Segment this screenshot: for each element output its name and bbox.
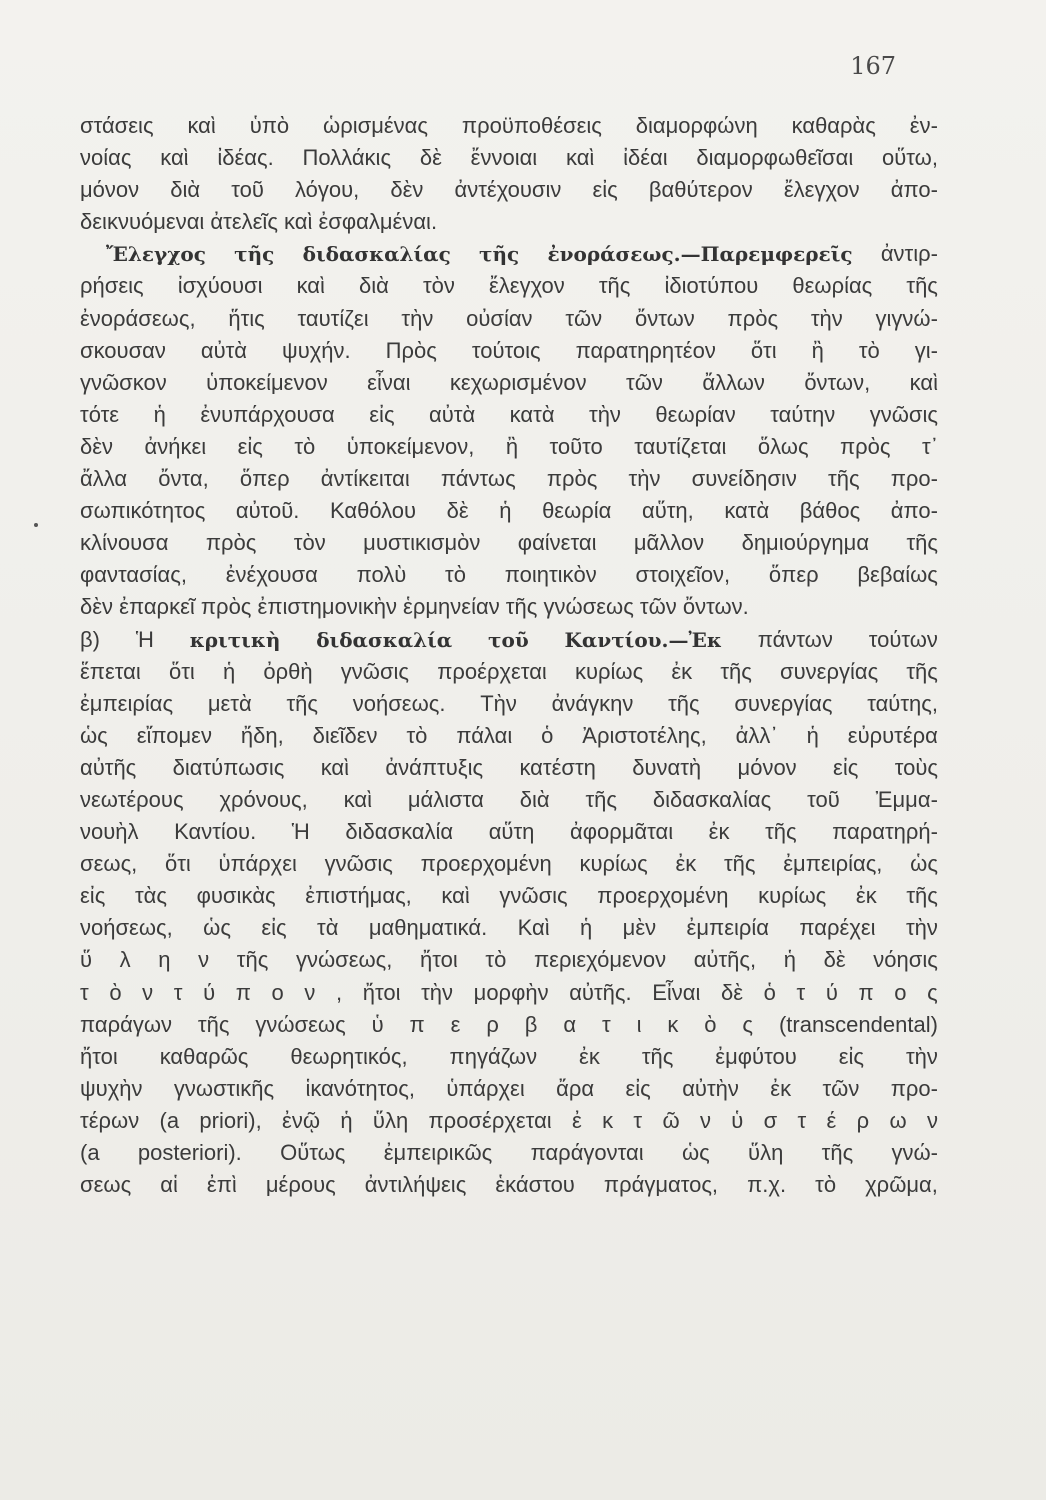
text-line: ἕπεται ὅτι ἡ ὀρθὴ γνῶσις προέρχεται κυρίως ἐκ τῆς συνεργίας τῆς — [80, 658, 938, 684]
text-line: νεωτέρους χρόνους, καὶ μάλιστα διὰ τῆς διδασκαλίας τοῦ Ἐμμα- — [80, 786, 938, 812]
text-line: ψυχὴν γνωστικῆς ἱκανότητος, ὑπάρχει ἄρα εἰς αὐτὴν ἐκ τῶν προ- — [80, 1075, 938, 1101]
text-line: σεως, ὅτι ὑπάρχει γνῶσις προερχομένη κυρίως ἐκ τῆς ἐμπειρίας, ὡς — [80, 851, 938, 877]
text-line: σεως αἱ ἐπὶ μέρους ἀντιλήψεις ἑκάστου πράγματος, π.χ. τὸ χρῶμα, — [80, 1172, 938, 1198]
text-line: σκουσαν αὐτὰ ψυχήν. Πρὸς τούτοις παρατηρητέον ὅτι ἢ τὸ γι- — [80, 337, 938, 363]
text-line: τ ὸ ν τ ύ π ο ν , ἤτοι τὴν μορφὴν αὐτῆς. Εἶναι δὲ ὁ τ ύ π ο ς — [80, 979, 938, 1005]
text-line: ρήσεις ἰσχύουσι καὶ διὰ τὸν ἔλεγχον τῆς ἰδιοτύπου θεωρίας τῆς — [80, 273, 938, 299]
text-line: ἤτοι καθαρῶς θεωρητικός, πηγάζων ἐκ τῆς ἐμφύτου εἰς τὴν — [80, 1043, 938, 1069]
text-line: νοίας καὶ ἰδέας. Πολλάκις δὲ ἔννοιαι καὶ ἰδέαι διαμορφωθεῖσαι οὕτω, — [80, 145, 938, 171]
text-line: στάσεις καὶ ὑπὸ ὡρισμένας προϋποθέσεις διαμορφώνη καθαρὰς ἐν- — [80, 113, 938, 138]
text-line: τέρων (a priori), ἐνῷ ἡ ὕλη προσέρχεται ἐ κ τ ῶ ν ὑ σ τ έ ρ ω ν — [80, 1107, 938, 1133]
text-line: κλίνουσα πρὸς τὸν μυστικισμὸν φαίνεται μᾶλλον δημιούργημα τῆς — [80, 530, 938, 556]
text-line: ὕ λ η ν τῆς γνώσεως, ἤτοι τὸ περιεχόμενον αὐτῆς, ἡ δὲ νόησις — [80, 947, 938, 973]
text-line: (a posteriori). Οὕτως ἐμπειρικῶς παράγονται ὡς ὕλη τῆς γνώ- — [80, 1140, 938, 1165]
text-line: γνῶσκον ὑποκείμενον εἶναι κεχωρισμένον τῶν ἄλλων ὄντων, καὶ — [80, 369, 938, 395]
text-line: αὐτῆς διατύπωσις καὶ ἀνάπτυξις κατέστη δυνατὴ μόνον εἰς τοὺς — [80, 754, 938, 780]
text-line: τότε ἡ ἐνυπάρχουσα εἰς αὐτὰ κατὰ τὴν θεωρίαν ταύτην γνῶσις — [80, 401, 938, 427]
text-line: φαντασίας, ἐνέχουσα πολὺ τὸ ποιητικὸν στοιχεῖον, ὅπερ βεβαίως — [80, 562, 938, 588]
text-line: ὡς εἴπομεν ἤδη, διεῖδεν τὸ πάλαι ὁ Ἀριστοτέλης, ἀλλ᾽ ἡ εὐρυτέρα — [80, 722, 938, 748]
text-line: νουὴλ Καντίου. Ἡ διδασκαλία αὕτη ἀφορμᾶται ἐκ τῆς παρατηρή- — [80, 819, 938, 845]
margin-speck — [34, 523, 38, 527]
text-line: σωπικότητος αὐτοῦ. Καθόλου δὲ ἡ θεωρία αὕτη, κατὰ βάθος ἀπο- — [80, 498, 938, 524]
body-text — [80, 110, 938, 1201]
text-line: παράγων τῆς γνώσεως ὑ π ε ρ β α τ ι κ ὸ ς (transcendental) — [80, 1011, 938, 1037]
text-line: δὲν ἀνήκει εἰς τὸ ὑποκείμενον, ἢ τοῦτο ταυτίζεται ὅλως πρὸς τ᾽ — [80, 433, 938, 459]
text-line: δεικνυόμεναι ἀτελεῖς καὶ ἐσφαλμέναι. — [80, 209, 438, 235]
text-line: ἄλλα ὄντα, ὅπερ ἀντίκειται πάντως πρὸς τὴν συνείδησιν τῆς προ- — [80, 466, 938, 492]
text-line: μόνον διὰ τοῦ λόγου, δὲν ἀντέχουσιν εἰς βαθύτερον ἔλεγχον ἀπο- — [80, 177, 938, 203]
text-line: νοήσεως, ὡς εἰς τὰ μαθηματικά. Καὶ ἡ μὲν ἐμπειρία παρέχει τὴν — [80, 915, 938, 941]
text-line: ἐνοράσεως, ἥτις ταυτίζει τὴν οὐσίαν τῶν ὄντων πρὸς τὴν γιγνώ- — [80, 305, 938, 331]
text-line: ἐμπειρίας μετὰ τῆς νοήσεως. Τὴν ἀνάγκην τῆς συνεργίας ταύτης, — [80, 690, 938, 716]
text-line: β) Ἡ κριτικὴ διδασκαλία τοῦ Καντίου.—Ἐκ πάντων τούτων — [80, 626, 938, 652]
text-line: δὲν ἐπαρκεῖ πρὸς ἐπιστημονικὴν ἑρμηνείαν τῆς γνώσεως τῶν ὄντων. — [80, 594, 749, 620]
text-line: εἰς τὰς φυσικὰς ἐπιστήμας, καὶ γνῶσις προερχομένη κυρίως ἐκ τῆς — [80, 883, 938, 909]
text-line: Ἔλεγχος τῆς διδασκαλίας τῆς ἐνοράσεως.—Παρεμφερεῖς ἀντιρ- — [106, 241, 938, 267]
page-number: 167 — [850, 52, 896, 80]
